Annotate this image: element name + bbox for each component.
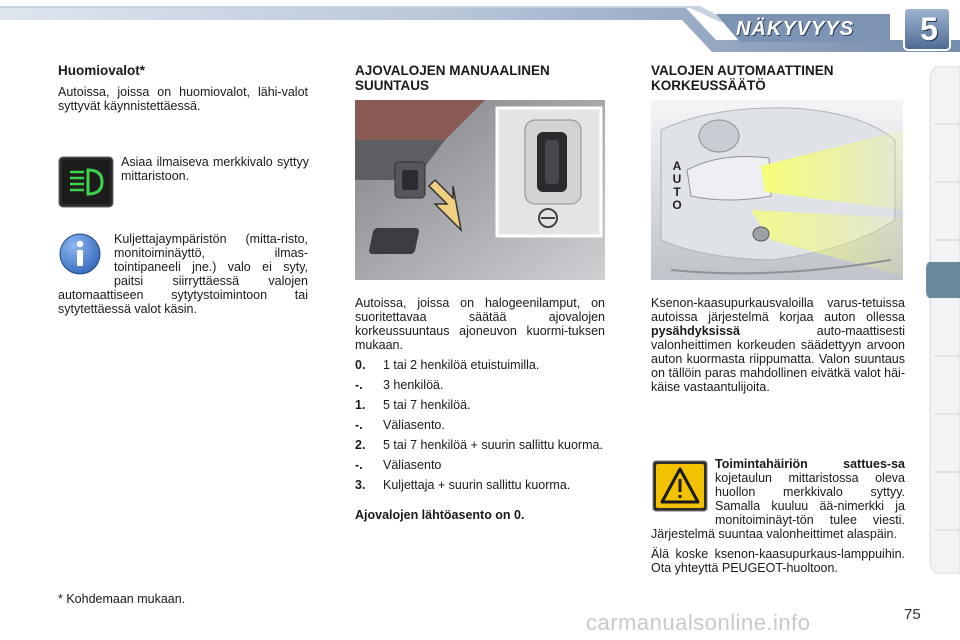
headlight-indicator-icon (58, 156, 114, 208)
car-headlight-image (651, 100, 903, 280)
list-item-text: Kuljettaja + suurin sallittu kuorma. (383, 478, 571, 492)
automatic-text-bold: pysähdyksissä (651, 324, 740, 338)
automatic-paragraph (651, 296, 905, 394)
auto-label: AUTO (672, 159, 682, 212)
list-item-text: 3 henkilöä. (383, 378, 444, 392)
list-item (355, 378, 605, 392)
warning-block (651, 457, 905, 575)
list-item-text: Väliasento (383, 458, 442, 472)
section-heading-automatic: VALOJEN AUTOMAATTINEN KORKEUSSÄÄTÖ (651, 63, 834, 93)
list-item-text: 1 tai 2 henkilöä etuistuimilla. (383, 358, 540, 372)
list-item-text: Väliasento. (383, 418, 445, 432)
list-item (355, 458, 605, 472)
section-heading-manual: AJOVALOJEN MANUAALINEN SUUNTAUS (355, 63, 550, 93)
chapter-title: NÄKYVYYS (736, 18, 855, 40)
list-item-number: 1. (355, 398, 366, 412)
manual-footer-note: Ajovalojen lähtöasento on 0. (355, 508, 525, 522)
list-item-text: 5 tai 7 henkilöä. (383, 398, 471, 412)
section-heading-daylights: Huomiovalot* (58, 63, 146, 78)
list-item-number: -. (355, 418, 363, 432)
warning-text: kojetaulun mittaristossa oleva huollon merkkivalo syttyy. Samalla kuuluu ää-nimerkki ja monitoiminäyt-tön tulee viesti. Järjestelmä suuntaa valonheittimet alaspäin. (651, 471, 905, 541)
chapter-tabs[interactable] (926, 66, 960, 574)
middle-column-body (355, 296, 605, 528)
daylights-intro: Autoissa, joissa on huomiovalot, lähi-valot syttyvät käynnistettäessä. (58, 84, 308, 113)
list-item-text: 5 tai 7 henkilöä + suurin sallittu kuorma. (383, 438, 603, 452)
middle-column-heading (355, 64, 605, 99)
info-text: Kuljettajaympäristön (mitta-risto, monitoiminäyttö, ilmas-tointipaneeli jne.) valo ei syty, paitsi siirryttäessä valojen automaattiseen sytytystoimintoon tai sytytettäessä valot käsin. (58, 232, 308, 316)
warning-text-2: Älä koske ksenon-kaasupurkaus-lamppuihin. Ota yhteyttä PEUGEOT-huoltoon. (651, 547, 905, 575)
info-text-block (58, 232, 308, 316)
list-item (355, 358, 605, 372)
right-column-heading (651, 64, 905, 99)
list-item-number: 3. (355, 478, 366, 492)
list-item (355, 478, 605, 492)
page-number: 75 (904, 606, 921, 623)
chapter-number: 5 (920, 11, 938, 47)
list-item-number: -. (355, 378, 363, 392)
automatic-text-after: auto-maattisesti valonheittimen korkeuden säädettyyn arvoon auton kuormasta riippumatta. Valon suuntaus on tällöin paras mahdollinen eivätkä valot häi-käise vastaantulijoita. (651, 324, 905, 394)
manual-intro: Autoissa, joissa on halogeenilamput, on suoritettavaa säätää ajovalojen korkeussuuntaus ajoneuvon kuormi-tuksen mukaan. (355, 296, 605, 352)
list-item (355, 438, 605, 452)
watermark: carmanualsonline.info (586, 610, 811, 635)
list-item-number: 0. (355, 358, 366, 372)
list-item-number: 2. (355, 438, 366, 452)
list-item (355, 418, 605, 432)
dashboard-dial-image (355, 100, 605, 280)
list-item (355, 398, 605, 412)
indicator-text: Asiaa ilmaiseva merkkivalo syttyy mittaristoon. (121, 155, 309, 183)
footnote: * Kohdemaan mukaan. (58, 592, 186, 606)
list-item-number: -. (355, 458, 363, 472)
automatic-text-before: Ksenon-kaasupurkausvaloilla varus-tetuissa autoissa järjestelmä korjaa auton ollessa (651, 296, 905, 324)
warning-bold-text: Toimintahäiriön sattues-sa (715, 457, 905, 471)
left-column (58, 64, 308, 119)
